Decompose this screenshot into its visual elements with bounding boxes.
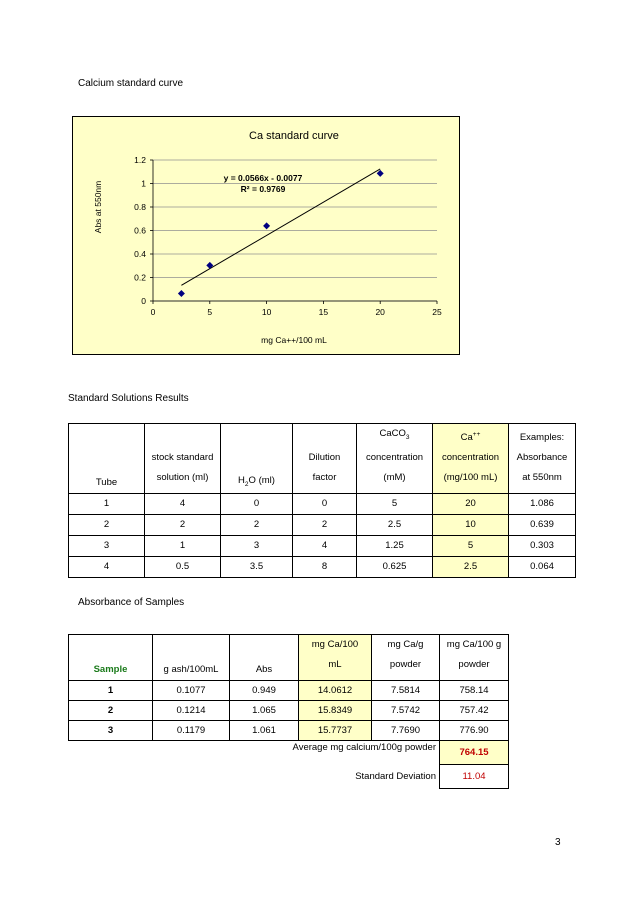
cell: 758.14 xyxy=(440,681,509,701)
cell: 0.949 xyxy=(230,681,299,701)
y-tick-label: 0.2 xyxy=(134,272,146,283)
cell: 1.25 xyxy=(357,535,433,556)
cell: 757.42 xyxy=(440,701,509,721)
stdev-value: 11.04 xyxy=(440,765,509,789)
sample-row-1 xyxy=(69,681,509,701)
cell: 4 xyxy=(293,535,357,556)
cell: 0.1179 xyxy=(153,721,230,741)
cell: 2 xyxy=(293,514,357,535)
y-tick-label: 0.8 xyxy=(134,202,146,212)
standard-header-row xyxy=(69,424,576,494)
cell: 2 xyxy=(221,514,293,535)
x-tick-label: 10 xyxy=(261,307,272,317)
standard-row-2 xyxy=(69,514,576,535)
chart-title: Ca standard curve xyxy=(249,130,339,142)
x-tick-label: 20 xyxy=(375,307,385,317)
y-tick-label: 0 xyxy=(141,296,146,306)
stdev-label: Standard Deviation xyxy=(355,771,436,782)
cell: 0.639 xyxy=(509,514,576,535)
cell: 4 xyxy=(145,493,221,514)
absorbance-samples-caption: Absorbance of Samples xyxy=(78,597,185,608)
page-number: 3 xyxy=(555,837,561,848)
header-mgca-ml: mg Ca/100 mL xyxy=(299,635,372,681)
standard-row-4 xyxy=(69,556,576,577)
cell: 1.061 xyxy=(230,721,299,741)
cell: 3 xyxy=(69,535,145,556)
x-tick-label: 5 xyxy=(207,307,213,317)
y-axis-label: Abs at 550nm xyxy=(93,180,103,234)
header-stock: stock standard solution (ml) xyxy=(145,424,221,494)
x-tick-label: 15 xyxy=(318,307,329,317)
header-mgca-g: mg Ca/g powder xyxy=(372,635,440,681)
average-label: Average mg calcium/100g powder xyxy=(292,742,436,753)
cell: 15.8349 xyxy=(299,701,372,721)
chart-svg xyxy=(73,117,461,356)
x-tick-label: 0 xyxy=(150,307,156,317)
samples-table xyxy=(68,634,509,789)
cell: 0.1077 xyxy=(153,681,230,701)
cell: 1 xyxy=(69,681,153,701)
header-tube: Tube xyxy=(69,424,145,494)
header-dilution: Dilution factor xyxy=(293,424,357,494)
header-examples: Examples: Absorbance at 550nm xyxy=(509,424,576,494)
cell: 2.5 xyxy=(357,514,433,535)
cell: 0.5 xyxy=(145,556,221,577)
cell: 3.5 xyxy=(221,556,293,577)
calcium-curve-caption: Calcium standard curve xyxy=(78,78,184,89)
cell: 2 xyxy=(69,701,153,721)
header-mgca-100g: mg Ca/100 g powder xyxy=(440,635,509,681)
cell: 0 xyxy=(293,493,357,514)
header-h2o: $H_2O$ (ml) xyxy=(221,424,293,494)
y-tick-label: 1 xyxy=(141,178,146,189)
x-tick-label: 25 xyxy=(432,307,442,317)
x-axis-label: mg Ca++/100 mL xyxy=(261,335,327,345)
standard-solutions-table xyxy=(68,423,576,578)
cell: 2.5 xyxy=(433,556,509,577)
y-tick-label: 0.4 xyxy=(134,249,146,259)
cell: 4 xyxy=(69,556,145,577)
cell: 776.90 xyxy=(440,721,509,741)
samples-header-row xyxy=(69,635,509,681)
sample-row-2 xyxy=(69,701,509,721)
trendline-r2: R² = 0.9769 xyxy=(240,184,286,194)
standard-row-3 xyxy=(69,535,576,556)
cell: 10 xyxy=(433,514,509,535)
cell: 7.7690 xyxy=(372,721,440,741)
cell: 0 xyxy=(221,493,293,514)
cell: 1 xyxy=(145,535,221,556)
cell: 2 xyxy=(145,514,221,535)
header-gash: g ash/100mL xyxy=(153,635,230,681)
header-caco3: CaCO$_3$ concentration (mM) xyxy=(357,424,433,494)
cell: 3 xyxy=(221,535,293,556)
cell: 7.5742 xyxy=(372,701,440,721)
average-row xyxy=(69,741,509,765)
sample-row-3 xyxy=(69,721,509,741)
y-tick-label: 1.2 xyxy=(134,155,146,165)
cell: 0.303 xyxy=(509,535,576,556)
cell: 20 xyxy=(433,493,509,514)
cell: 5 xyxy=(357,493,433,514)
cell: 7.5814 xyxy=(372,681,440,701)
cell: 1.086 xyxy=(509,493,576,514)
header-ca: Ca++ concentration (mg/100 mL) xyxy=(433,424,509,494)
standard-row-1 xyxy=(69,493,576,514)
cell: 14.0612 xyxy=(299,681,372,701)
standard-results-caption: Standard Solutions Results xyxy=(68,393,189,404)
cell: 2 xyxy=(69,514,145,535)
cell: 0.1214 xyxy=(153,701,230,721)
average-value: 764.15 xyxy=(440,741,509,765)
cell: 3 xyxy=(69,721,153,741)
stdev-row xyxy=(69,765,509,789)
cell: 5 xyxy=(433,535,509,556)
cell: 0.064 xyxy=(509,556,576,577)
header-abs: Abs xyxy=(230,635,299,681)
ca-standard-chart xyxy=(72,116,460,355)
trendline-equation: y = 0.0566x - 0.0077 xyxy=(223,173,303,183)
y-tick-label: 0.6 xyxy=(134,225,146,236)
cell: 15.7737 xyxy=(299,721,372,741)
cell: 0.625 xyxy=(357,556,433,577)
cell: 8 xyxy=(293,556,357,577)
cell: 1 xyxy=(69,493,145,514)
cell: 1.065 xyxy=(230,701,299,721)
header-sample: Sample xyxy=(69,635,153,681)
